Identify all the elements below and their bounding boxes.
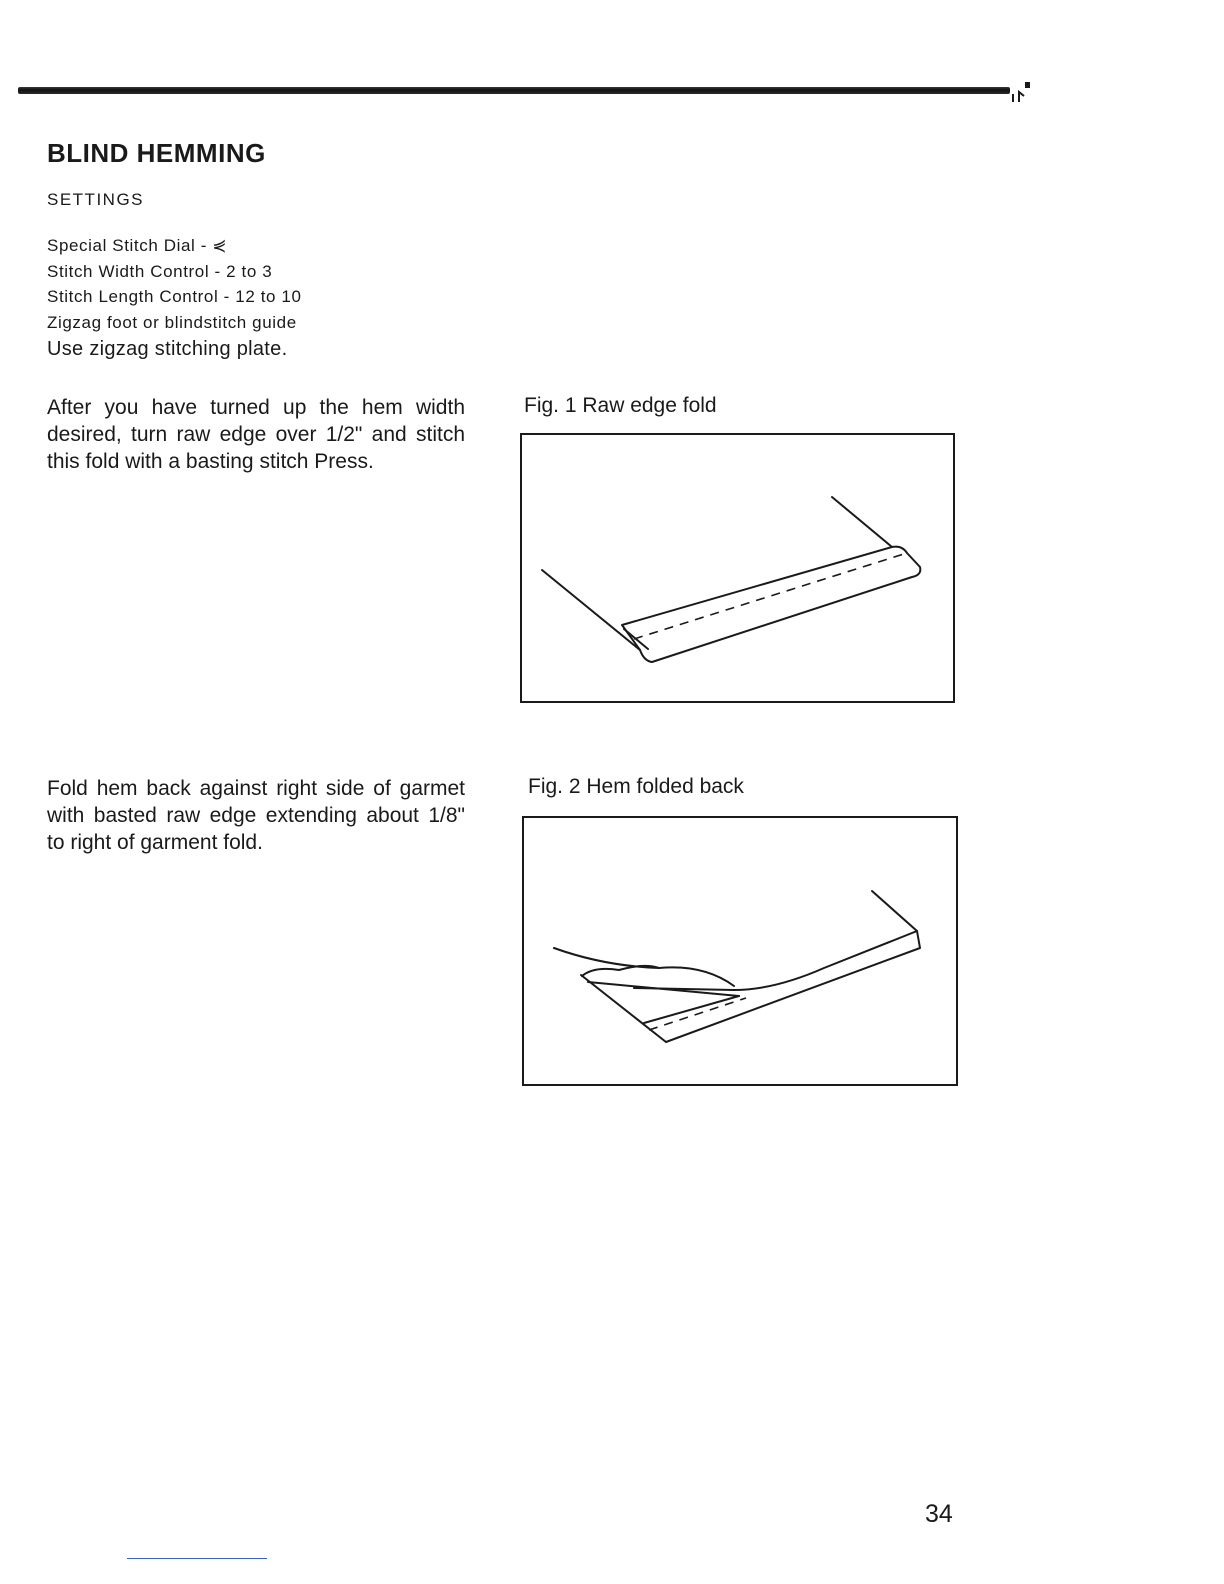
top-rule	[18, 87, 1010, 94]
setting-special-stitch-dial: Special Stitch Dial - ⋞	[47, 236, 228, 255]
page-title: BLIND HEMMING	[47, 138, 266, 168]
settings-heading: SETTINGS	[47, 190, 145, 209]
raw-edge-fold-illustration-icon	[522, 435, 953, 701]
hem-folded-back-illustration-icon	[524, 818, 956, 1084]
settings-list	[47, 233, 302, 363]
instruction-paragraph-1: After you have turned up the hem width desired, turn raw edge over 1/2" and stitch this fold with a basting stitch Press.	[47, 396, 465, 473]
figure-2	[522, 816, 958, 1086]
bottom-line	[127, 1558, 267, 1559]
setting-stitch-length: Stitch Length Control - 12 to 10	[47, 287, 302, 306]
setting-stitching-plate: Use zigzag stitching plate.	[47, 338, 288, 360]
page-number: 34	[925, 1500, 953, 1528]
registration-mark-icon	[1010, 78, 1040, 108]
figure-2-caption: Fig. 2 Hem folded back	[528, 775, 744, 798]
instruction-paragraph-2: Fold hem back against right side of garmet with basted raw edge extending about 1/8" to right of garment fold.	[47, 777, 465, 854]
setting-stitch-width: Stitch Width Control - 2 to 3	[47, 261, 273, 281]
figure-1-caption: Fig. 1 Raw edge fold	[524, 394, 717, 417]
figure-1	[520, 433, 955, 703]
setting-foot: Zigzag foot or blindstitch guide	[47, 312, 297, 332]
